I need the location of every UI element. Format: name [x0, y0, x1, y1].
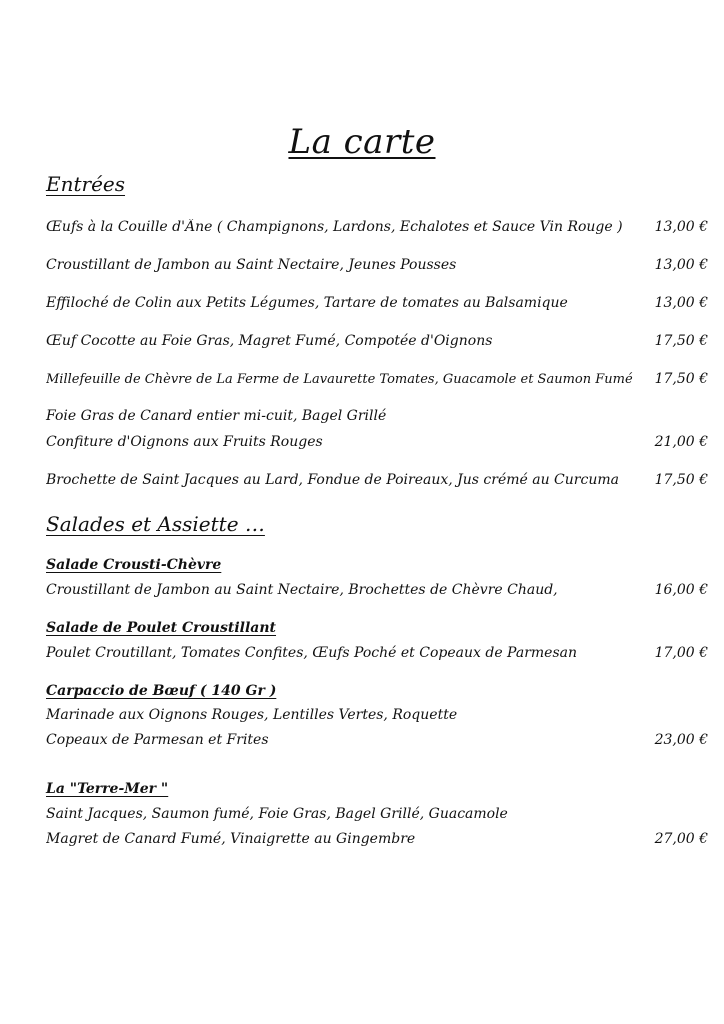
dish-name: Croustillant de Jambon au Saint Nectaire, Jeunes Pousses — [46, 257, 457, 273]
menu-item — [46, 333, 708, 349]
dish-name: Confiture d'Oignons aux Fruits Rouges — [46, 434, 323, 450]
dish-name: Œufs à la Couille d'Âne ( Champignons, Lardons, Echalotes et Sauce Vin Rouge ) — [46, 219, 623, 235]
salad-name: Carpaccio de Bœuf ( 140 Gr ) — [46, 683, 277, 699]
dish-price: 16,00 € — [654, 582, 708, 598]
menu-item — [46, 434, 708, 450]
dish-price: 17,50 € — [654, 472, 708, 488]
dish-name: Œuf Cocotte au Foie Gras, Magret Fumé, Compotée d'Oignons — [46, 333, 493, 349]
menu-item — [46, 371, 708, 387]
menu-item — [46, 645, 708, 661]
salad-name: Salade Crousti-Chèvre — [46, 557, 222, 573]
dish-description: Magret de Canard Fumé, Vinaigrette au Gingembre — [46, 831, 416, 847]
page-title: La carte — [288, 122, 436, 162]
menu-item — [46, 472, 708, 488]
menu-item — [46, 831, 708, 847]
dish-price: 13,00 € — [654, 295, 708, 311]
dish-description: Copeaux de Parmesan et Frites — [46, 732, 269, 748]
dish-description: Poulet Croutillant, Tomates Confites, Œufs Poché et Copeaux de Parmesan — [46, 645, 577, 661]
dish-line: Marinade aux Oignons Rouges, Lentilles Vertes, Roquette — [46, 707, 458, 723]
dish-price: 27,00 € — [654, 831, 708, 847]
dish-description: Croustillant de Jambon au Saint Nectaire, Brochettes de Chèvre Chaud, — [46, 582, 558, 598]
menu-item — [46, 257, 708, 273]
menu-item — [46, 732, 708, 748]
menu-item — [46, 582, 708, 598]
dish-price: 17,50 € — [654, 371, 708, 387]
salad-name: Salade de Poulet Croustillant — [46, 620, 277, 636]
dish-price: 13,00 € — [654, 219, 708, 235]
dish-name: Effiloché de Colin aux Petits Légumes, Tartare de tomates au Balsamique — [46, 295, 568, 311]
dish-name: Millefeuille de Chèvre de La Ferme de Lavaurette Tomates, Guacamole et Saumon Fumé — [46, 372, 633, 387]
menu-item — [46, 219, 708, 235]
dish-price: 23,00 € — [654, 732, 708, 748]
dish-price: 17,50 € — [654, 333, 708, 349]
menu-item — [46, 295, 708, 311]
dish-price: 21,00 € — [654, 434, 708, 450]
dish-price: 13,00 € — [654, 257, 708, 273]
section-title-entrees: Entrées — [46, 172, 126, 196]
section-title-salades: Salades et Assiette … — [46, 512, 265, 536]
dish-name: Brochette de Saint Jacques au Lard, Fondue de Poireaux, Jus crémé au Curcuma — [46, 472, 619, 488]
dish-price: 17,00 € — [654, 645, 708, 661]
salad-name: La "Terre-Mer " — [46, 781, 169, 797]
dish-line: Foie Gras de Canard entier mi-cuit, Bagel Grillé — [46, 408, 387, 424]
dish-line: Saint Jacques, Saumon fumé, Foie Gras, Bagel Grillé, Guacamole — [46, 806, 508, 822]
